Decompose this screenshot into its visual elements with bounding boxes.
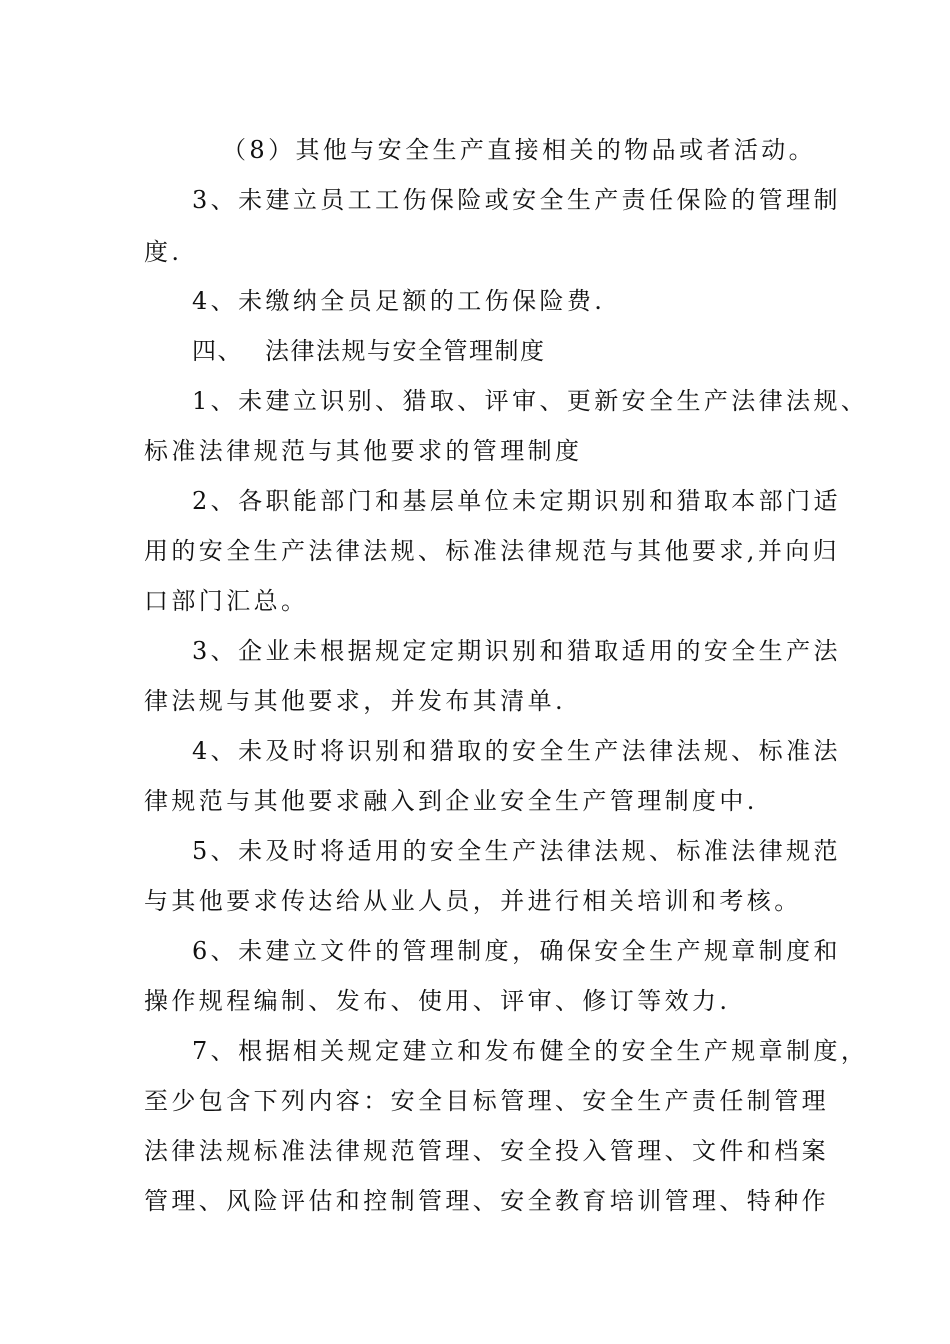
text-line-s4-item-6-cont: 操作规程编制、发布、使用、评审、修订等效力. <box>144 987 731 1015</box>
text-line-s4-item-1: 1、未建立识别、猎取、评审、更新安全生产法律法规、 <box>192 387 869 415</box>
text-line-s4-item-5-cont: 与其他要求传达给从业人员，并进行相关培训和考核。 <box>144 887 802 915</box>
text-line-s4-item-2: 2、各职能部门和基层单位未定期识别和猎取本部门适 <box>192 487 841 515</box>
text-line-s4-item-7-cont2: 法律法规标准法律规范管理、安全投入管理、文件和档案 <box>144 1137 829 1165</box>
text-line-s4-item-2-cont1: 用的安全生产法律法规、标准法律规范与其他要求,并向归 <box>144 537 841 565</box>
text-line-s4-item-3: 3、企业未根据规定定期识别和猎取适用的安全生产法 <box>192 637 841 665</box>
text-line-item-3: 3、未建立员工工伤保险或安全生产责任保险的管理制 <box>192 186 841 214</box>
section-number: 四、 <box>192 337 243 365</box>
text-line-s4-item-7-cont1: 至少包含下列内容：安全目标管理、安全生产责任制管理 <box>144 1087 829 1115</box>
section-title: 法律法规与安全管理制度 <box>265 337 546 365</box>
text-line-item-8: （8）其他与安全生产直接相关的物品或者活动。 <box>222 136 817 164</box>
text-line-s4-item-2-cont2: 口部门汇总。 <box>144 587 309 615</box>
text-line-item-3-cont: 度. <box>144 238 183 266</box>
text-line-s4-item-4-cont: 律规范与其他要求融入到企业安全生产管理制度中. <box>144 787 758 815</box>
text-line-s4-item-3-cont: 律法规与其他要求，并发布其清单. <box>144 687 567 715</box>
text-line-s4-item-1-cont: 标准法律规范与其他要求的管理制度 <box>144 437 583 465</box>
text-line-s4-item-7: 7、根据相关规定建立和发布健全的安全生产规章制度， <box>192 1037 869 1065</box>
text-line-s4-item-4: 4、未及时将识别和猎取的安全生产法律法规、标准法 <box>192 737 841 765</box>
text-line-s4-item-7-cont3: 管理、风险评估和控制管理、安全教育培训管理、特种作 <box>144 1187 829 1215</box>
text-line-s4-item-6: 6、未建立文件的管理制度，确保安全生产规章制度和 <box>192 937 841 965</box>
text-line-item-4: 4、未缴纳全员足额的工伤保险费. <box>192 287 606 315</box>
text-line-s4-item-5: 5、未及时将适用的安全生产法律法规、标准法律规范 <box>192 837 841 865</box>
section-heading <box>192 331 546 371</box>
